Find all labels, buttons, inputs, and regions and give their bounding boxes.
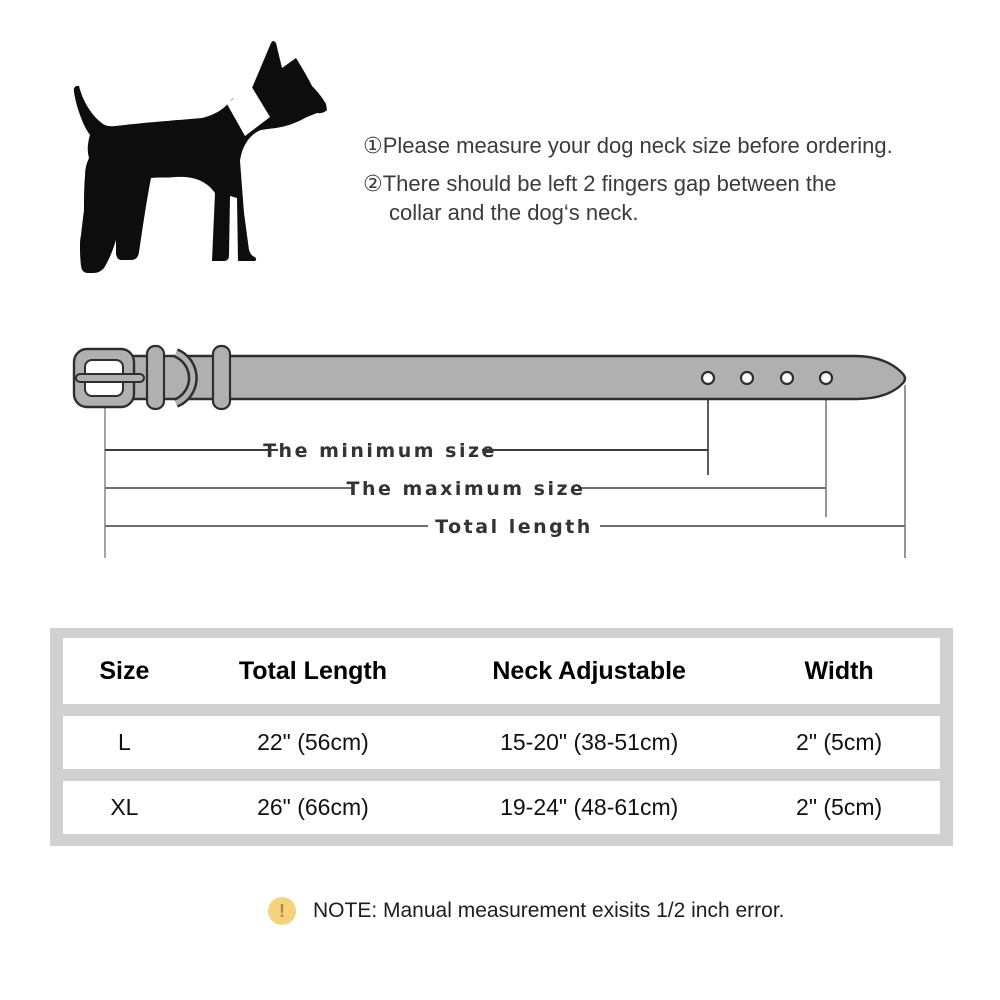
- cell-width-L: 2" (5cm): [796, 729, 883, 755]
- collar-measurement-diagram: [0, 340, 1000, 570]
- header-width: Width: [804, 656, 874, 685]
- buckle-prong: [76, 374, 144, 382]
- collar-hole-2: [741, 372, 753, 384]
- table-row-L: [63, 716, 940, 769]
- collar-keeper-2: [213, 346, 230, 409]
- header-neck-adjustable: Neck Adjustable: [492, 656, 686, 685]
- instruction-2: [363, 169, 948, 227]
- circled-number-1: ①: [363, 133, 383, 158]
- table-header-row: [63, 638, 940, 704]
- instruction-2-text-line2: collar and the dog‘s neck.: [389, 200, 639, 225]
- cell-neck-adjustable-L: 15-20" (38-51cm): [500, 729, 679, 755]
- instruction-2-text-line1: There should be left 2 fingers gap between the: [382, 171, 837, 196]
- cell-width-XL: 2" (5cm): [796, 794, 883, 820]
- max-size-label: The maximum size: [346, 478, 586, 500]
- cell-size-XL: XL: [110, 794, 139, 820]
- cell-size-L: L: [117, 729, 131, 755]
- cell-neck-adjustable-XL: 19-24" (48-61cm): [500, 794, 679, 820]
- collar-hole-4: [820, 372, 832, 384]
- measurement-note: [268, 897, 785, 925]
- instruction-1: [363, 131, 948, 160]
- instruction-1-text: Please measure your dog neck size before ordering.: [382, 133, 893, 158]
- collar-hole-3: [781, 372, 793, 384]
- cell-total-length-L: 22" (56cm): [257, 729, 369, 755]
- dog-silhouette-illustration: [60, 30, 340, 300]
- circled-number-2: ②: [363, 171, 383, 196]
- collar-keeper-1: [147, 346, 164, 409]
- cell-total-length-XL: 26" (66cm): [257, 794, 369, 820]
- collar-hole-1: [702, 372, 714, 384]
- table-row-XL: [63, 781, 940, 834]
- total-length-label: Total length: [435, 516, 593, 538]
- size-table: [50, 628, 953, 846]
- min-size-label: The minimum size: [263, 440, 497, 462]
- header-total-length: Total Length: [238, 656, 387, 685]
- warning-icon: !: [268, 897, 296, 925]
- dog-body: [74, 41, 327, 273]
- instructions: [363, 131, 948, 236]
- header-size: Size: [99, 656, 150, 685]
- note-text: NOTE: Manual measurement exisits 1/2 inch error.: [313, 899, 785, 922]
